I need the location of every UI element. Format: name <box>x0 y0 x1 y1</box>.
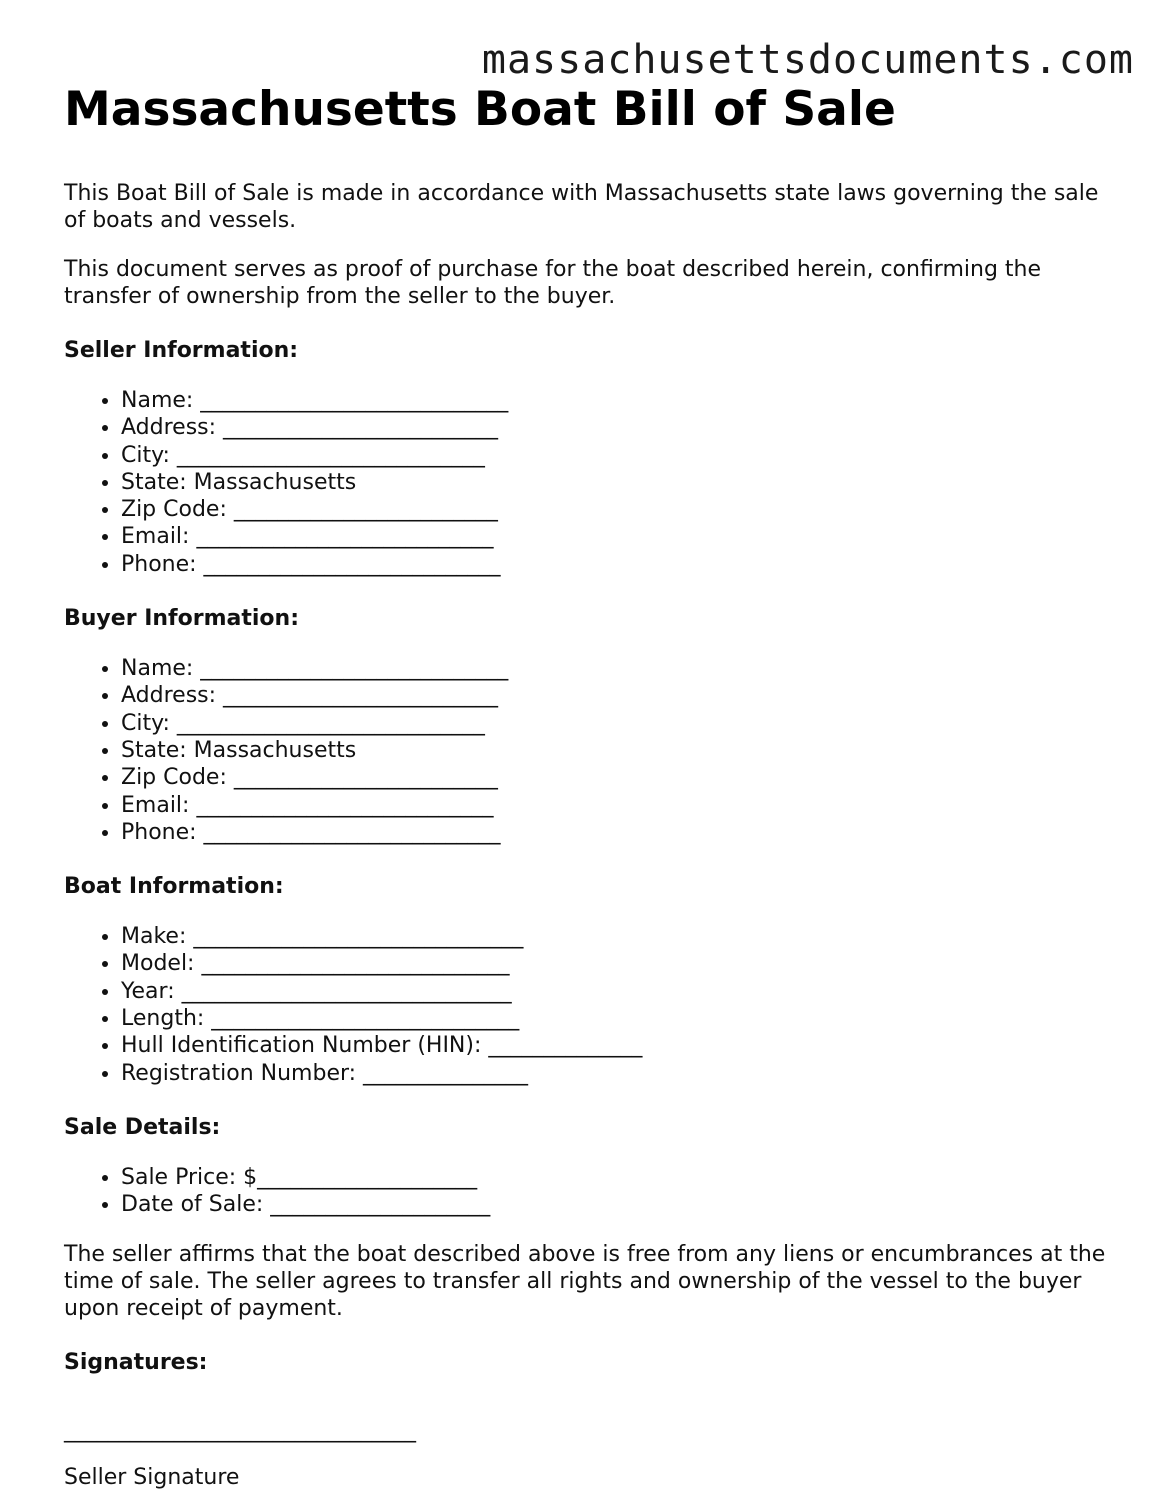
document-page <box>64 84 1124 1491</box>
seller-phone-field: • Phone: ___________________________ <box>121 551 1124 578</box>
seller-zip-field: • Zip Code: ________________________ <box>121 496 1124 523</box>
buyer-address-field: • Address: _________________________ <box>121 682 1124 709</box>
buyer-state-field: • State: Massachusetts <box>121 737 1124 764</box>
intro-paragraph-2: This document serves as proof of purchase for the boat described herein, confirming the transfer of ownership from the seller to the buyer. <box>64 257 1042 309</box>
seller-city-field: • City: ____________________________ <box>121 442 1124 469</box>
watermark-logo: massachusettsdocuments.com <box>481 37 1134 83</box>
buyer-name-field: • Name: ____________________________ <box>121 655 1124 682</box>
seller-heading: Seller Information: <box>64 338 299 363</box>
sale-fields-list <box>64 1164 1124 1219</box>
seller-state-field: • State: Massachusetts <box>121 469 1124 496</box>
seller-email-field: • Email: ___________________________ <box>121 523 1124 550</box>
seller-signature-label: Seller Signature <box>64 1464 240 1490</box>
seller-address-field: • Address: _________________________ <box>121 414 1124 441</box>
sale-heading: Sale Details: <box>64 1114 221 1140</box>
sale-date-field: • Date of Sale: ____________________ <box>121 1191 1124 1218</box>
sale-price-field: • Sale Price: $____________________ <box>121 1164 1124 1191</box>
boat-make-field: • Make: ______________________________ <box>121 923 1124 950</box>
buyer-city-field: • City: ____________________________ <box>121 710 1124 737</box>
page-title: Massachusetts Boat Bill of Sale <box>64 82 896 137</box>
seller-fields-list <box>64 387 1124 578</box>
buyer-fields-list <box>64 655 1124 846</box>
boat-length-field: • Length: ____________________________ <box>121 1005 1124 1032</box>
affirmation-paragraph: The seller affirms that the boat described above is free from any liens or encumbrances at the time of sale. The seller agrees to transfer all rights and ownership of the vessel to the buyer upon receipt of payment. <box>64 1241 1106 1321</box>
signatures-heading: Signatures: <box>64 1349 208 1375</box>
intro-paragraph-1: This Boat Bill of Sale is made in accordance with Massachusetts state laws governing the sale of boats and vessels. <box>64 181 1099 233</box>
buyer-email-field: • Email: ___________________________ <box>121 792 1124 819</box>
buyer-zip-field: • Zip Code: ________________________ <box>121 764 1124 791</box>
boat-model-field: • Model: ____________________________ <box>121 950 1124 977</box>
boat-hin-field: • Hull Identification Number (HIN): ______________ <box>121 1032 1124 1059</box>
seller-name-field: • Name: ____________________________ <box>121 387 1124 414</box>
boat-fields-list <box>64 923 1124 1087</box>
boat-year-field: • Year: ______________________________ <box>121 978 1124 1005</box>
boat-heading: Boat Information: <box>64 874 284 900</box>
boat-registration-field: • Registration Number: _______________ <box>121 1060 1124 1087</box>
seller-signature-line: ________________________________ <box>64 1417 416 1443</box>
buyer-phone-field: • Phone: ___________________________ <box>121 819 1124 846</box>
buyer-heading: Buyer Information: <box>64 606 299 632</box>
